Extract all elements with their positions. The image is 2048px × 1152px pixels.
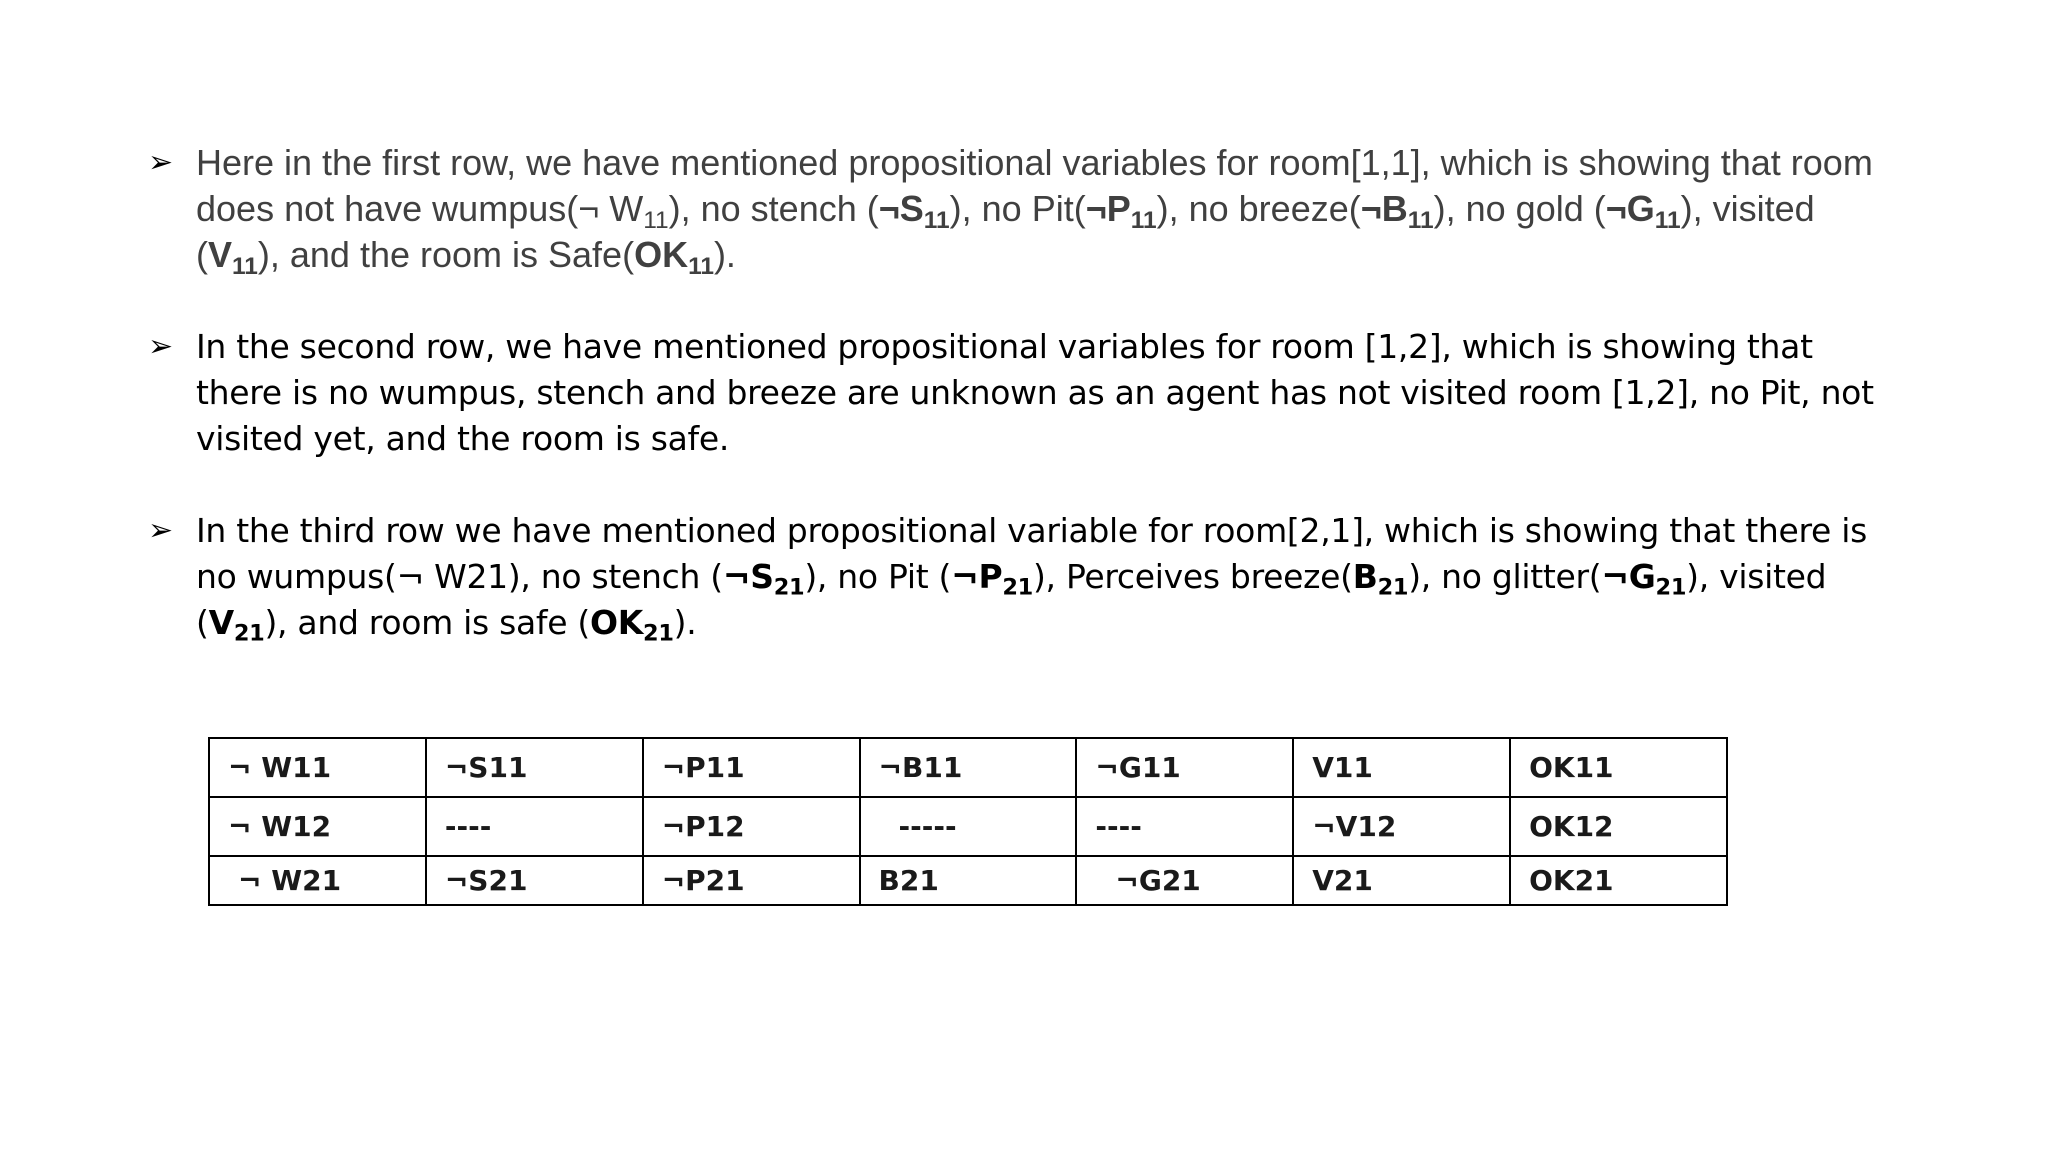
table-cell: ---- [1076,797,1293,856]
table-cell: ¬ W12 [209,797,426,856]
bullet-item-row-2 [148,324,1908,462]
bullet-text: Here in the first row, we have mentioned propositional variables for room[1,1], which is showing that room does not have wumpus(¬ $W_{11}$), no stench $(\neg S_{11})$, no $Pit(\neg P_{11})$, no $breeze(\neg B_{11})$, no gold $(\neg G_{11})$, visited $(V_{11})$, and the room is $Safe(OK_{11})$. [196,142,1873,280]
propositional-variables-table [208,737,1728,906]
table-cell: ¬P12 [643,797,860,856]
table-cell: V11 [1293,738,1510,797]
table-cell: ¬P11 [643,738,860,797]
table-cell: OK11 [1510,738,1727,797]
table-cell: B21 [860,856,1077,905]
bullet-list [148,140,1908,692]
table-cell: ¬B11 [860,738,1077,797]
bullet-item-row-1 [148,140,1908,278]
table-cell: ¬S21 [426,856,643,905]
table-row [209,738,1727,797]
bullet-text: In the third row we have mentioned propositional variable for room[2,1], which is showing that there is no wumpus(¬ W21), no stench $(\neg S_{21})$, no Pit $(\neg P_{21})$, Perceives $breeze(B_{21})$, no $glitter(\neg G_{21})$, visited $(V_{21})$, and room is safe $(OK_{21})$. [196,511,1867,647]
bullet-text: In the second row, we have mentioned propositional variables for room [1,2], which is showing that there is no wumpus, stench and breeze are unknown as an agent has not visited room [1,2], no Pit, not visited yet, and the room is safe. [196,327,1874,458]
table-cell: ¬G21 [1076,856,1293,905]
table-row [209,856,1727,905]
table-row [209,797,1727,856]
arrow-bullet-icon: ➢ [148,329,174,364]
table-cell: ¬V12 [1293,797,1510,856]
table-cell: V21 [1293,856,1510,905]
table-cell: ¬P21 [643,856,860,905]
table-cell: OK21 [1510,856,1727,905]
bullet-item-row-3 [148,508,1908,646]
arrow-bullet-icon: ➢ [148,145,174,180]
table-cell: OK12 [1510,797,1727,856]
table-cell: ¬ W21 [209,856,426,905]
table-cell: ---- [426,797,643,856]
arrow-bullet-icon: ➢ [148,513,174,548]
table-cell: ¬G11 [1076,738,1293,797]
table-cell: ----- [860,797,1077,856]
table-cell: ¬S11 [426,738,643,797]
table-cell: ¬ W11 [209,738,426,797]
